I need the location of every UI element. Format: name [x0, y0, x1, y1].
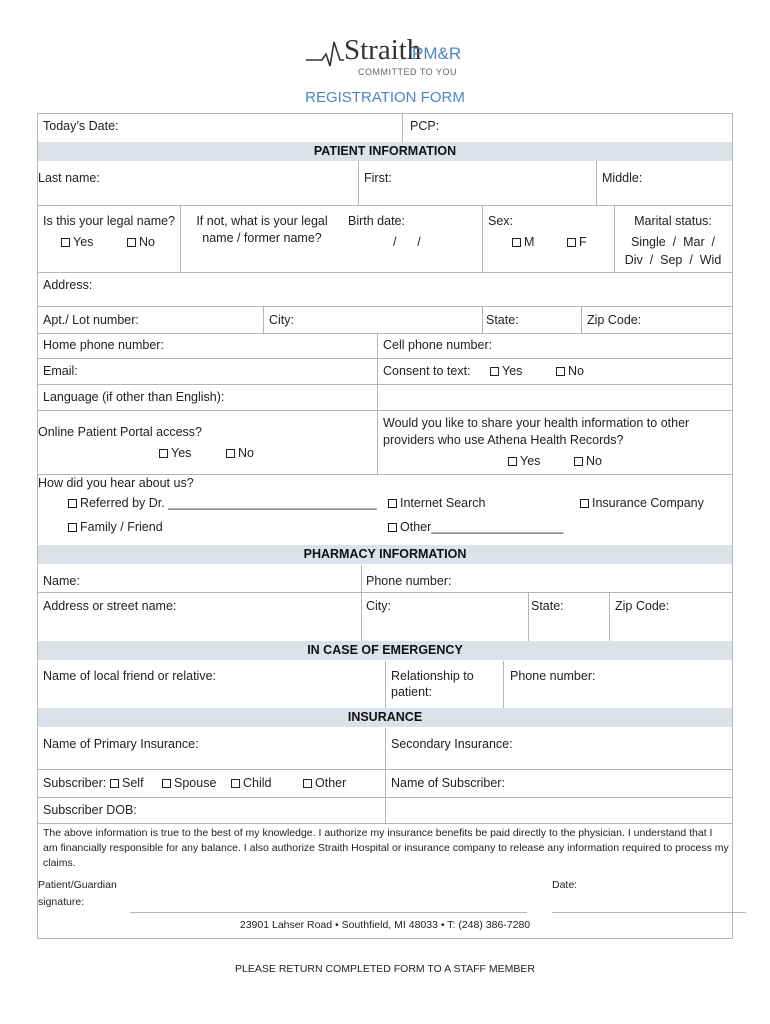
birth-date-separators: / / — [393, 235, 421, 249]
other-option[interactable]: Other___________________ — [388, 520, 563, 534]
share-yes-option[interactable]: Yes — [508, 454, 540, 468]
zip-label: Zip Code: — [587, 313, 642, 327]
birth-date-label: Birth date: — [348, 214, 405, 228]
disclaimer-line3: claims. — [43, 857, 76, 869]
former-name-label-line2: name / former name? — [202, 231, 322, 245]
disclaimer-line2: am financially responsible for any balance. I also authorize Straith Hospital or insurance company to release any information required to process my — [43, 842, 729, 854]
logo — [300, 34, 470, 80]
checkbox-icon[interactable] — [226, 449, 235, 458]
logo-suffix: PM&R — [412, 44, 462, 63]
pharmacy-address-label: Address or street name: — [43, 599, 177, 613]
subscriber-name-label: Name of Subscriber: — [391, 776, 505, 790]
insurance-company-option[interactable]: Insurance Company — [580, 496, 704, 510]
checkbox-icon[interactable] — [388, 499, 397, 508]
signature-label-line1: Patient/Guardian — [38, 879, 117, 891]
checkbox-icon[interactable] — [162, 779, 171, 788]
portal-yes-option[interactable]: Yes — [159, 446, 191, 460]
marital-options-line2: Div / Sep / Wid — [624, 253, 722, 267]
pcp-label: PCP: — [410, 119, 440, 133]
checkbox-icon[interactable] — [61, 238, 70, 247]
checkbox-icon[interactable] — [388, 523, 397, 532]
pharmacy-state-label: State: — [531, 599, 564, 613]
sex-label: Sex: — [488, 214, 514, 228]
cell-phone-label: Cell phone number: — [383, 338, 493, 352]
emergency-phone-label: Phone number: — [510, 669, 596, 683]
city-label: City: — [269, 313, 294, 327]
checkbox-icon[interactable] — [512, 238, 521, 247]
subscriber-other-option[interactable]: Other — [303, 776, 346, 790]
last-name-label: Last name: — [38, 171, 100, 185]
emergency-section-header: IN CASE OF EMERGENCY — [38, 641, 732, 660]
referred-by-option[interactable]: Referred by Dr. ______________________________ — [68, 496, 377, 510]
language-label: Language (if other than English): — [43, 390, 225, 404]
home-phone-label: Home phone number: — [43, 338, 164, 352]
subscriber-child-option[interactable]: Child — [231, 776, 272, 790]
middle-name-label: Middle: — [602, 171, 643, 185]
checkbox-icon[interactable] — [159, 449, 168, 458]
checkbox-icon[interactable] — [567, 238, 576, 247]
state-label: State: — [486, 313, 519, 327]
share-no-option[interactable]: No — [574, 454, 602, 468]
pharmacy-name-label: Name: — [43, 574, 80, 588]
marital-status-label: Marital status: — [634, 214, 712, 228]
former-name-label-line1: If not, what is your legal — [196, 214, 328, 228]
logo-tagline: COMMITTED TO YOU — [358, 67, 458, 77]
hear-about-label: How did you hear about us? — [38, 476, 194, 490]
pharmacy-city-label: City: — [366, 599, 391, 613]
checkbox-icon[interactable] — [127, 238, 136, 247]
consent-no-option[interactable]: No — [556, 364, 584, 378]
return-note: PLEASE RETURN COMPLETED FORM TO A STAFF MEMBER — [235, 963, 535, 975]
insurance-section-header: INSURANCE — [38, 708, 732, 727]
internet-search-option[interactable]: Internet Search — [388, 496, 485, 510]
checkbox-icon[interactable] — [574, 457, 583, 466]
sex-m-option[interactable]: M — [512, 235, 534, 249]
pharmacy-phone-label: Phone number: — [366, 574, 452, 588]
subscriber-self-option[interactable]: Self — [110, 776, 144, 790]
checkbox-icon[interactable] — [508, 457, 517, 466]
email-label: Email: — [43, 364, 78, 378]
checkbox-icon[interactable] — [231, 779, 240, 788]
checkbox-icon[interactable] — [68, 499, 77, 508]
checkbox-icon[interactable] — [303, 779, 312, 788]
first-name-label: First: — [364, 171, 392, 185]
footer-address: 23901 Lahser Road • Southfield, MI 48033 • T: (248) 386-7280 — [239, 919, 531, 931]
legal-no-option[interactable]: No — [127, 235, 155, 249]
secondary-insurance-label: Secondary Insurance: — [391, 737, 513, 751]
checkbox-icon[interactable] — [68, 523, 77, 532]
sex-f-option[interactable]: F — [567, 235, 587, 249]
apt-label: Apt./ Lot number: — [43, 313, 139, 327]
pharmacy-section-header: PHARMACY INFORMATION — [38, 545, 732, 564]
date-label: Date: — [552, 879, 578, 891]
share-info-line1: Would you like to share your health information to other — [383, 416, 690, 430]
consent-yes-option[interactable]: Yes — [490, 364, 522, 378]
disclaimer-line1: The above information is true to the best of my knowledge. I authorize my insurance benefits be paid directly to the physician. I understand that I — [43, 827, 713, 839]
todays-date-label: Today’s Date: — [43, 119, 119, 133]
form-title: REGISTRATION FORM — [305, 89, 465, 106]
checkbox-icon[interactable] — [580, 499, 589, 508]
signature-line[interactable] — [130, 912, 527, 913]
checkbox-icon[interactable] — [110, 779, 119, 788]
address-label: Address: — [43, 278, 93, 292]
primary-insurance-label: Name of Primary Insurance: — [43, 737, 199, 751]
portal-access-label: Online Patient Portal access? — [38, 425, 202, 439]
subscriber-spouse-option[interactable]: Spouse — [162, 776, 216, 790]
signature-label-line2: signature: — [38, 896, 85, 908]
date-line[interactable] — [552, 912, 746, 913]
portal-no-option[interactable]: No — [226, 446, 254, 460]
patient-section-header: PATIENT INFORMATION — [38, 142, 732, 161]
checkbox-icon[interactable] — [556, 367, 565, 376]
family-friend-option[interactable]: Family / Friend — [68, 520, 163, 534]
consent-text-label: Consent to text: — [383, 364, 471, 378]
relationship-label-line2: patient: — [391, 685, 433, 699]
subscriber-label: Subscriber: — [43, 776, 107, 790]
legal-name-question: Is this your legal name? — [43, 214, 176, 228]
checkbox-icon[interactable] — [490, 367, 499, 376]
subscriber-dob-label: Subscriber DOB: — [43, 803, 137, 817]
emergency-name-label: Name of local friend or relative: — [43, 669, 216, 683]
logo-name: Straith — [344, 34, 422, 66]
share-info-line2: providers who use Athena Health Records? — [383, 433, 624, 447]
legal-yes-option[interactable]: Yes — [61, 235, 93, 249]
relationship-label-line1: Relationship to — [391, 669, 474, 683]
pharmacy-zip-label: Zip Code: — [615, 599, 670, 613]
marital-options-line1: Single / Mar / — [630, 235, 716, 249]
